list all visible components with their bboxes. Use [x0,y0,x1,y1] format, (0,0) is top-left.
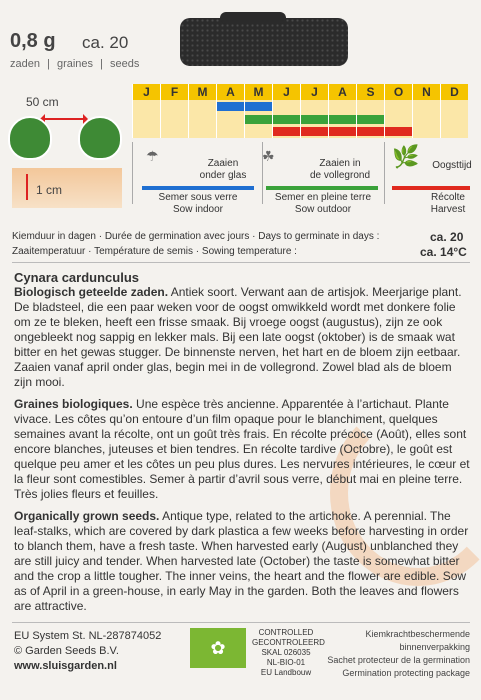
seed-strip-image [180,18,348,66]
footer-divider [12,622,470,623]
legend-divider-3 [384,142,385,204]
sowing-depth-label: 1 cm [36,183,63,197]
germination-days-value: ca. 20 [430,230,464,244]
unit-sep-1: | [47,58,50,70]
month-nov: N [412,84,440,100]
month-mar: M [188,84,216,100]
calendar-grid [132,100,468,138]
month-oct: O [384,84,412,100]
unit-labels [10,58,143,70]
indoor-legend-bar [142,186,254,190]
eu-organic-leaf-icon: ✿ [190,628,246,668]
legend-outdoor-nl: Zaaien in de vollegrond [309,158,371,181]
month-sep: S [356,84,384,100]
unit-sep-2: | [100,58,103,70]
species-name: Cynara cardunculus [14,270,139,285]
month-dec: D [440,84,468,100]
plant-spacing-label: 50 cm [26,95,59,109]
seed-hand-icon: ☘ [262,148,275,164]
sowing-temp-value: ca. 14°C [420,245,467,259]
copyright: © Garden Seeds B.V. [14,645,119,657]
plant-icon-left [8,116,52,160]
seed-weight: 0,8 g [10,30,56,52]
harvest-legend-bar [392,186,470,190]
eu-system-code: EU System St. NL-287874052 [14,630,162,642]
outdoor-legend-bar [266,186,378,190]
legend-divider [132,142,133,204]
description-en: Organically grown seeds. Antique type, related to the artichoke. A perennial. The leaf-stalks, which are covered by dark plastica a few weeks before harvesting in order to blanch them, have a fresh taste. When harvested early (August) unblanched they are still juicy and tender. When harvested late (October) the taste is somewhat bitter and the crop a little tougher. The inner veins, the heart and the flower are edible. Sow as of April in a green-house, in early May in the garden. Both the leaves and flowers are attractive. [14,509,469,613]
legend-indoor-nl: Zaaien onder glas [199,158,247,181]
plant-icon-right [78,116,122,160]
depth-arrow-icon [26,174,28,200]
website-link[interactable]: www.sluisgarden.nl [14,660,117,672]
control-info: CONTROLLED GECONTROLEERD SKAL 026035 NL-BIO-01 EU Landbouw [252,628,325,677]
month-jul: J [300,84,328,100]
month-feb: F [160,84,188,100]
month-aug: A [328,84,356,100]
divider [12,262,470,263]
spacing-arrow-icon [42,118,86,120]
germination-days-label: Kiemduur in dagen · Durée de germination avec jours · Days to germinate in days : [12,231,380,242]
description-text [14,270,470,621]
month-may: M [244,84,272,100]
soil-graphic [12,168,122,208]
sowing-temp-label: Zaaitemperatuur · Température de semis · Sowing temperature : [12,246,297,257]
description-nl: Biologisch geteelde zaden. Antiek soort. Verwant aan de artisjok. Meerjarige plant. De bladsteel, die een paar weken voor de oogst omwikkeld wordt met donkere folie om ze te bleken, heeft een frisse smaak. Bij vroege oogst (augustus), zijn ze ook ongebleekt nog sappig en lekker mals. Bij een late oogst (oktober) is de smaak wat bitter en het gewas stugger. De binnenste nerven, het hart en de bloem zijn eetbaar. Zaaien vanaf april onder glas, begin mei in de vollegrond. Zowel blad als de bloem zijn mooi. [14,285,462,389]
month-header [132,84,468,100]
unit-nl: zaden [10,58,40,70]
harvest-basket-icon: 🌿 [392,144,420,169]
unit-en: seeds [110,58,140,70]
legend-harvest-text: Récolte Harvest [430,192,466,215]
seed-count: ca. 20 [82,33,129,52]
description-fr: Graines biologiques. Une espèce très ancienne. Apparentée à l’artichaut. Plante vivace. Les côtes qu’on entoure d’un film opaque pour le blanchiment, quelques semaines avant la récolte, ont un goût très frais. En récolte précoce (Août), elles sont encore blanches, juteuses et bien tendres. En récolte tardive (Octobre), le goût est quelque peu amer et les côtes un peu plus dures. Les nervures intérieures, le cœur et la fleur sont comestibles. Semer à partir d’avril sous verre, début mai en pleine terre. Très jolies fleurs et feuilles. [14,397,470,501]
month-jan: J [132,84,160,100]
month-jun: J [272,84,300,100]
legend-indoor-text: Semer sous verre Sow indoor [158,192,238,215]
unit-fr: graines [56,58,94,70]
legend-outdoor-text: Semer en pleine terre Sow outdoor [274,192,372,215]
protection-info: Kiemkrachtbeschermende binnenverpakking Sachet protecteur de la germination Germination protecting package [327,629,470,678]
legend-harvest-nl: Oogsttijd [432,160,472,171]
month-apr: A [216,84,244,100]
watering-can-icon: ☂ [146,148,159,164]
